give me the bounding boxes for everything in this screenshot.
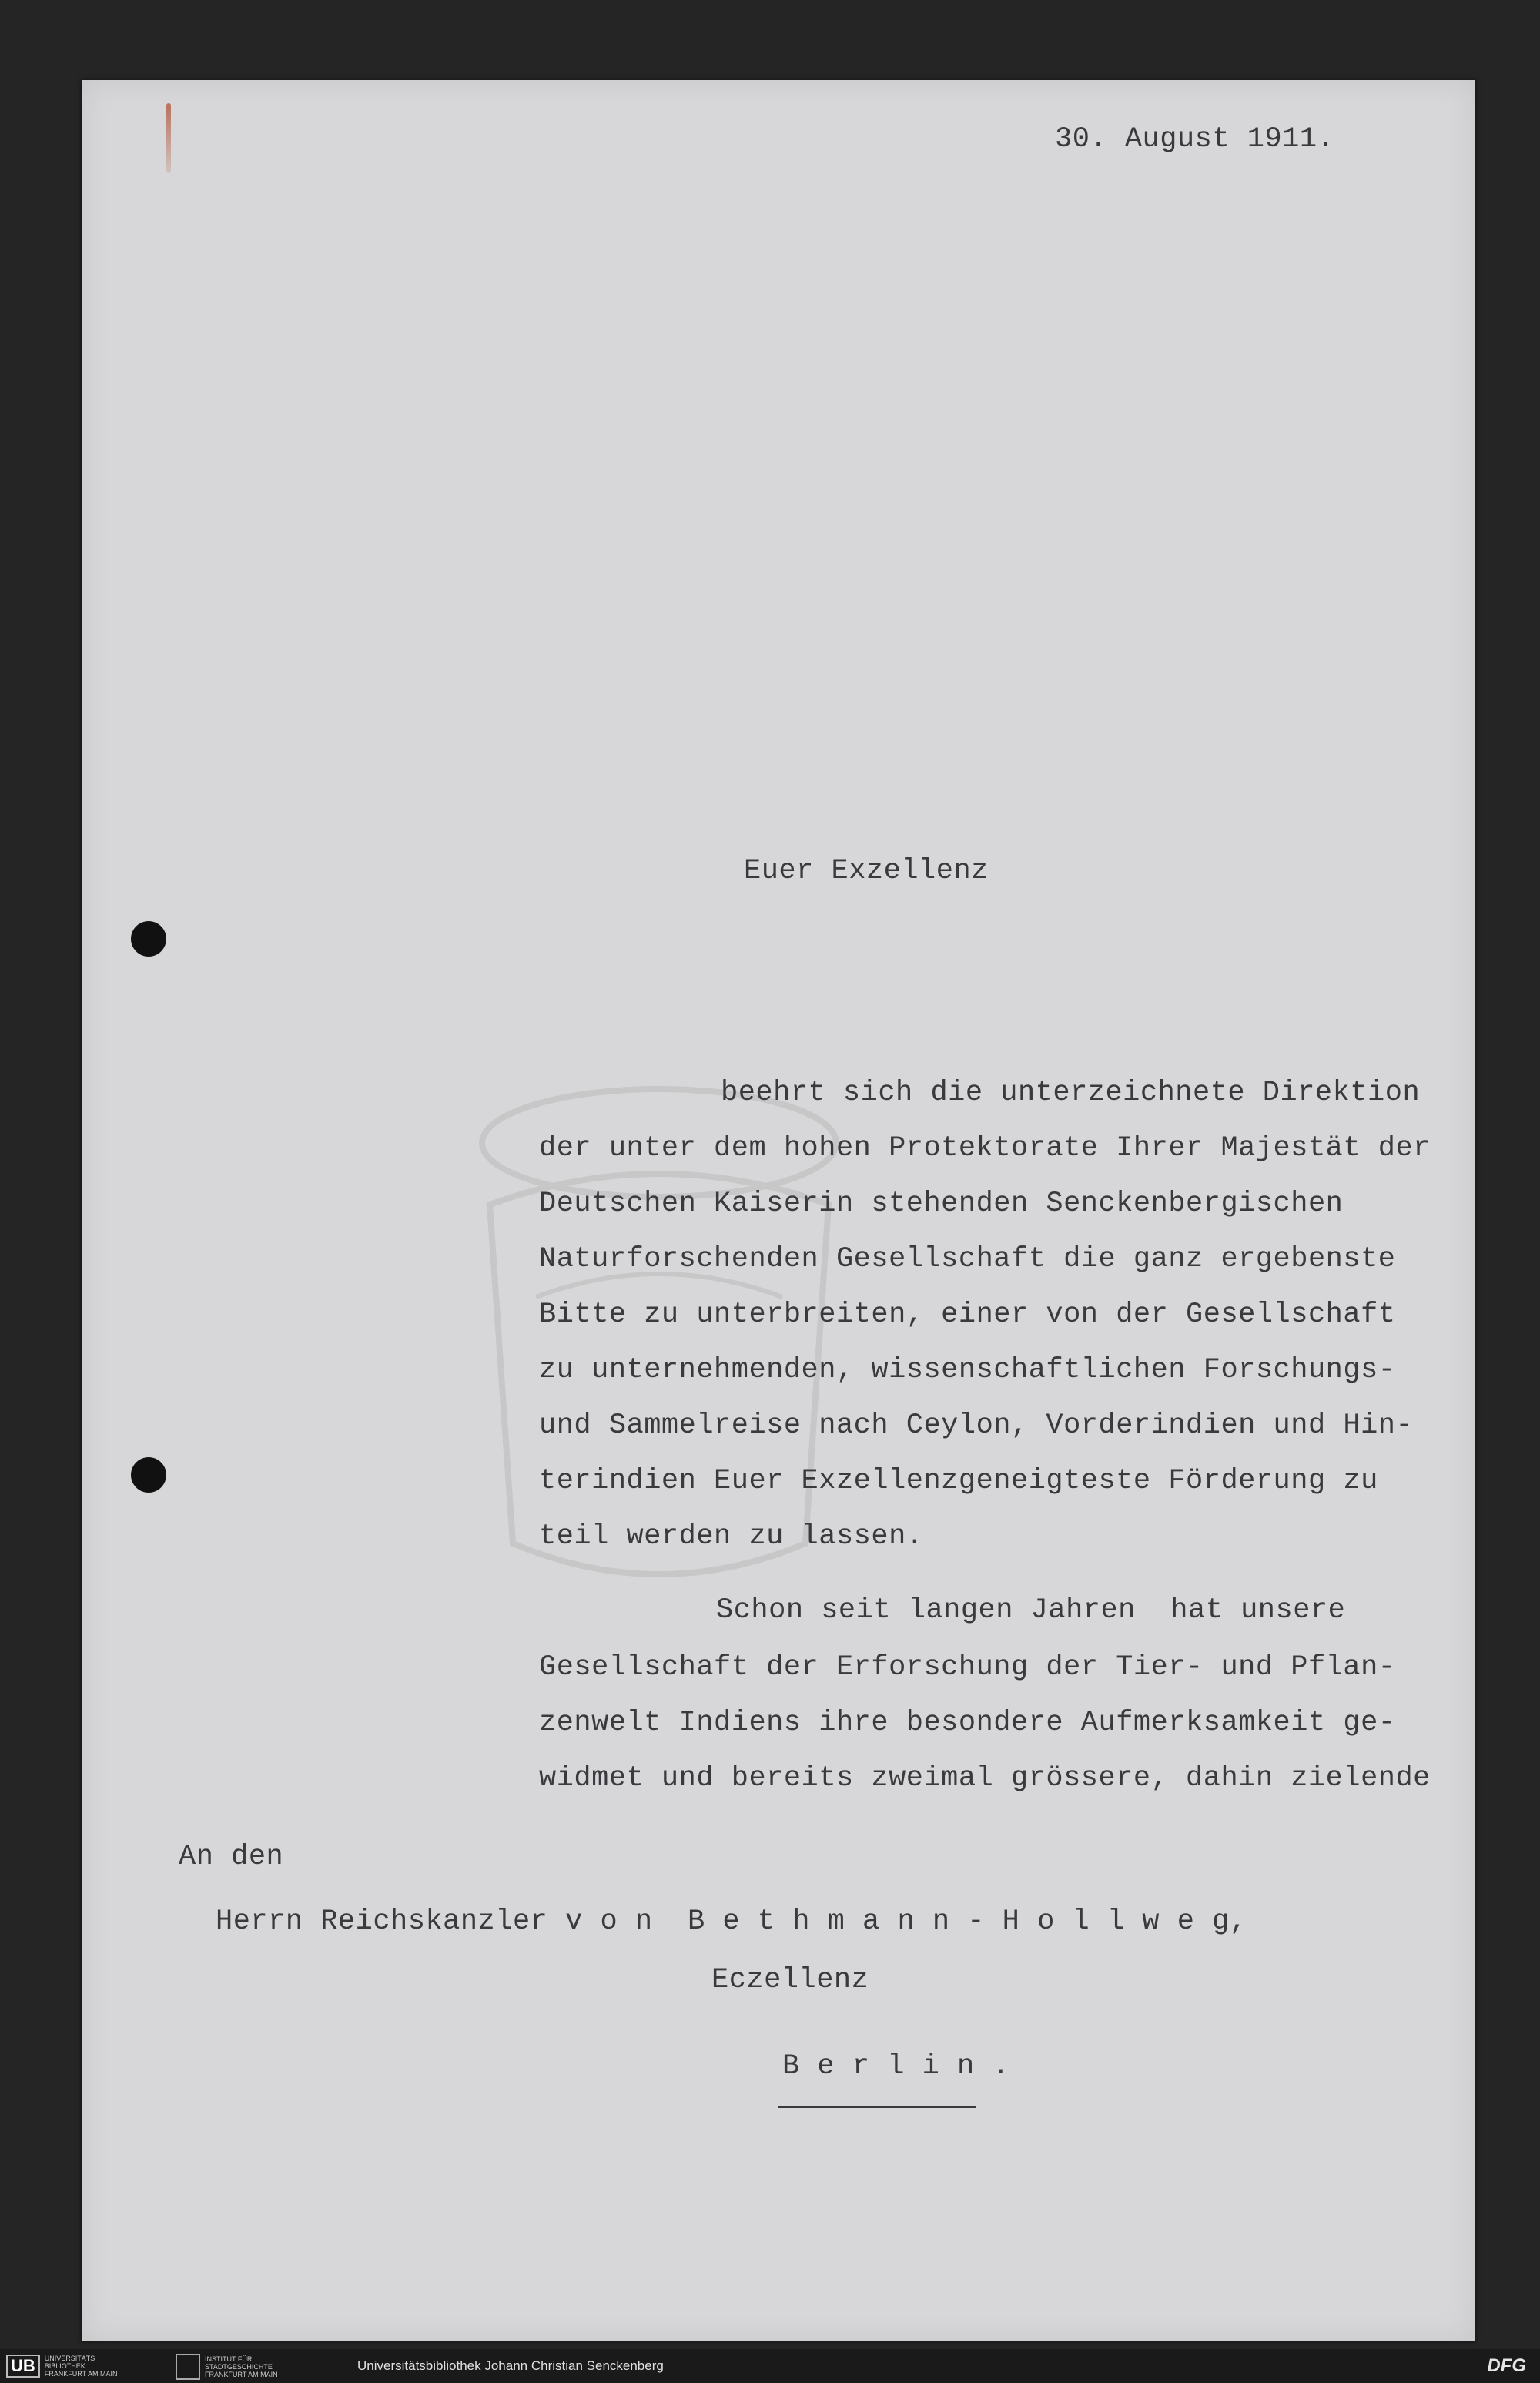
address-line-3: Eczellenz xyxy=(711,1964,869,1996)
library-name: Universitätsbibliothek Johann Christian Senckenberg xyxy=(357,2358,664,2373)
address-line-2: Herrn Reichskanzler v o n B e t h m a n n - H o l l w e g, xyxy=(216,1905,1247,1938)
ub-text-line-1: UNIVERSITÄTS xyxy=(44,2355,95,2362)
address-line-4: B e r l i n . xyxy=(782,2050,1010,2083)
dfg-logo[interactable]: DFG xyxy=(1487,2355,1526,2376)
rust-mark xyxy=(166,103,171,173)
address-line-1: An den xyxy=(179,1841,284,1873)
ub-badge: UB xyxy=(6,2355,40,2378)
underline-rule xyxy=(778,2106,976,2108)
viewer-footer xyxy=(0,2349,1540,2383)
institute-text-line-2: STADTGESCHICHTE xyxy=(205,2363,273,2371)
body-line-2: der unter dem hohen Protektorate Ihrer Majestät der xyxy=(539,1132,1431,1165)
body-line-8: terindien Euer Exzellenzgeneigteste Förderung zu xyxy=(539,1465,1378,1497)
body-line-11: Gesellschaft der Erforschung der Tier- und Pflan- xyxy=(539,1651,1396,1684)
body-line-3: Deutschen Kaiserin stehenden Senckenbergischen xyxy=(539,1188,1344,1220)
ub-logo[interactable] xyxy=(6,2354,117,2378)
institute-logo[interactable] xyxy=(176,2354,278,2380)
ub-text-line-3: FRANKFURT AM MAIN xyxy=(44,2370,118,2378)
institute-text-line-1: INSTITUT FÜR xyxy=(205,2355,253,2363)
body-line-9: teil werden zu lassen. xyxy=(539,1520,924,1553)
body-line-6: zu unternehmenden, wissenschaftlichen Forschungs- xyxy=(539,1354,1396,1386)
body-line-7: und Sammelreise nach Ceylon, Vorderindien und Hin- xyxy=(539,1409,1414,1442)
body-line-1: beehrt sich die unterzeichnete Direktion xyxy=(721,1077,1421,1109)
institute-logo-text xyxy=(205,2355,278,2378)
institute-emblem-icon xyxy=(176,2354,200,2380)
ub-logo-text xyxy=(45,2355,118,2378)
letter-date: 30. August 1911. xyxy=(1055,123,1335,156)
body-line-13: widmet und bereits zweimal grössere, dahin zielende xyxy=(539,1762,1431,1795)
body-line-5: Bitte zu unterbreiten, einer von der Gesellschaft xyxy=(539,1299,1396,1331)
body-line-4: Naturforschenden Gesellschaft die ganz ergebenste xyxy=(539,1243,1396,1275)
institute-text-line-3: FRANKFURT AM MAIN xyxy=(205,2371,278,2378)
body-line-10: Schon seit langen Jahren hat unsere xyxy=(716,1594,1346,1627)
punch-hole-top xyxy=(131,921,166,957)
ub-text-line-2: BIBLIOTHEK xyxy=(44,2362,85,2370)
punch-hole-bottom xyxy=(131,1457,166,1493)
salutation: Euer Exzellenz xyxy=(744,855,989,887)
body-line-12: zenwelt Indiens ihre besondere Aufmerksamkeit ge- xyxy=(539,1707,1396,1739)
